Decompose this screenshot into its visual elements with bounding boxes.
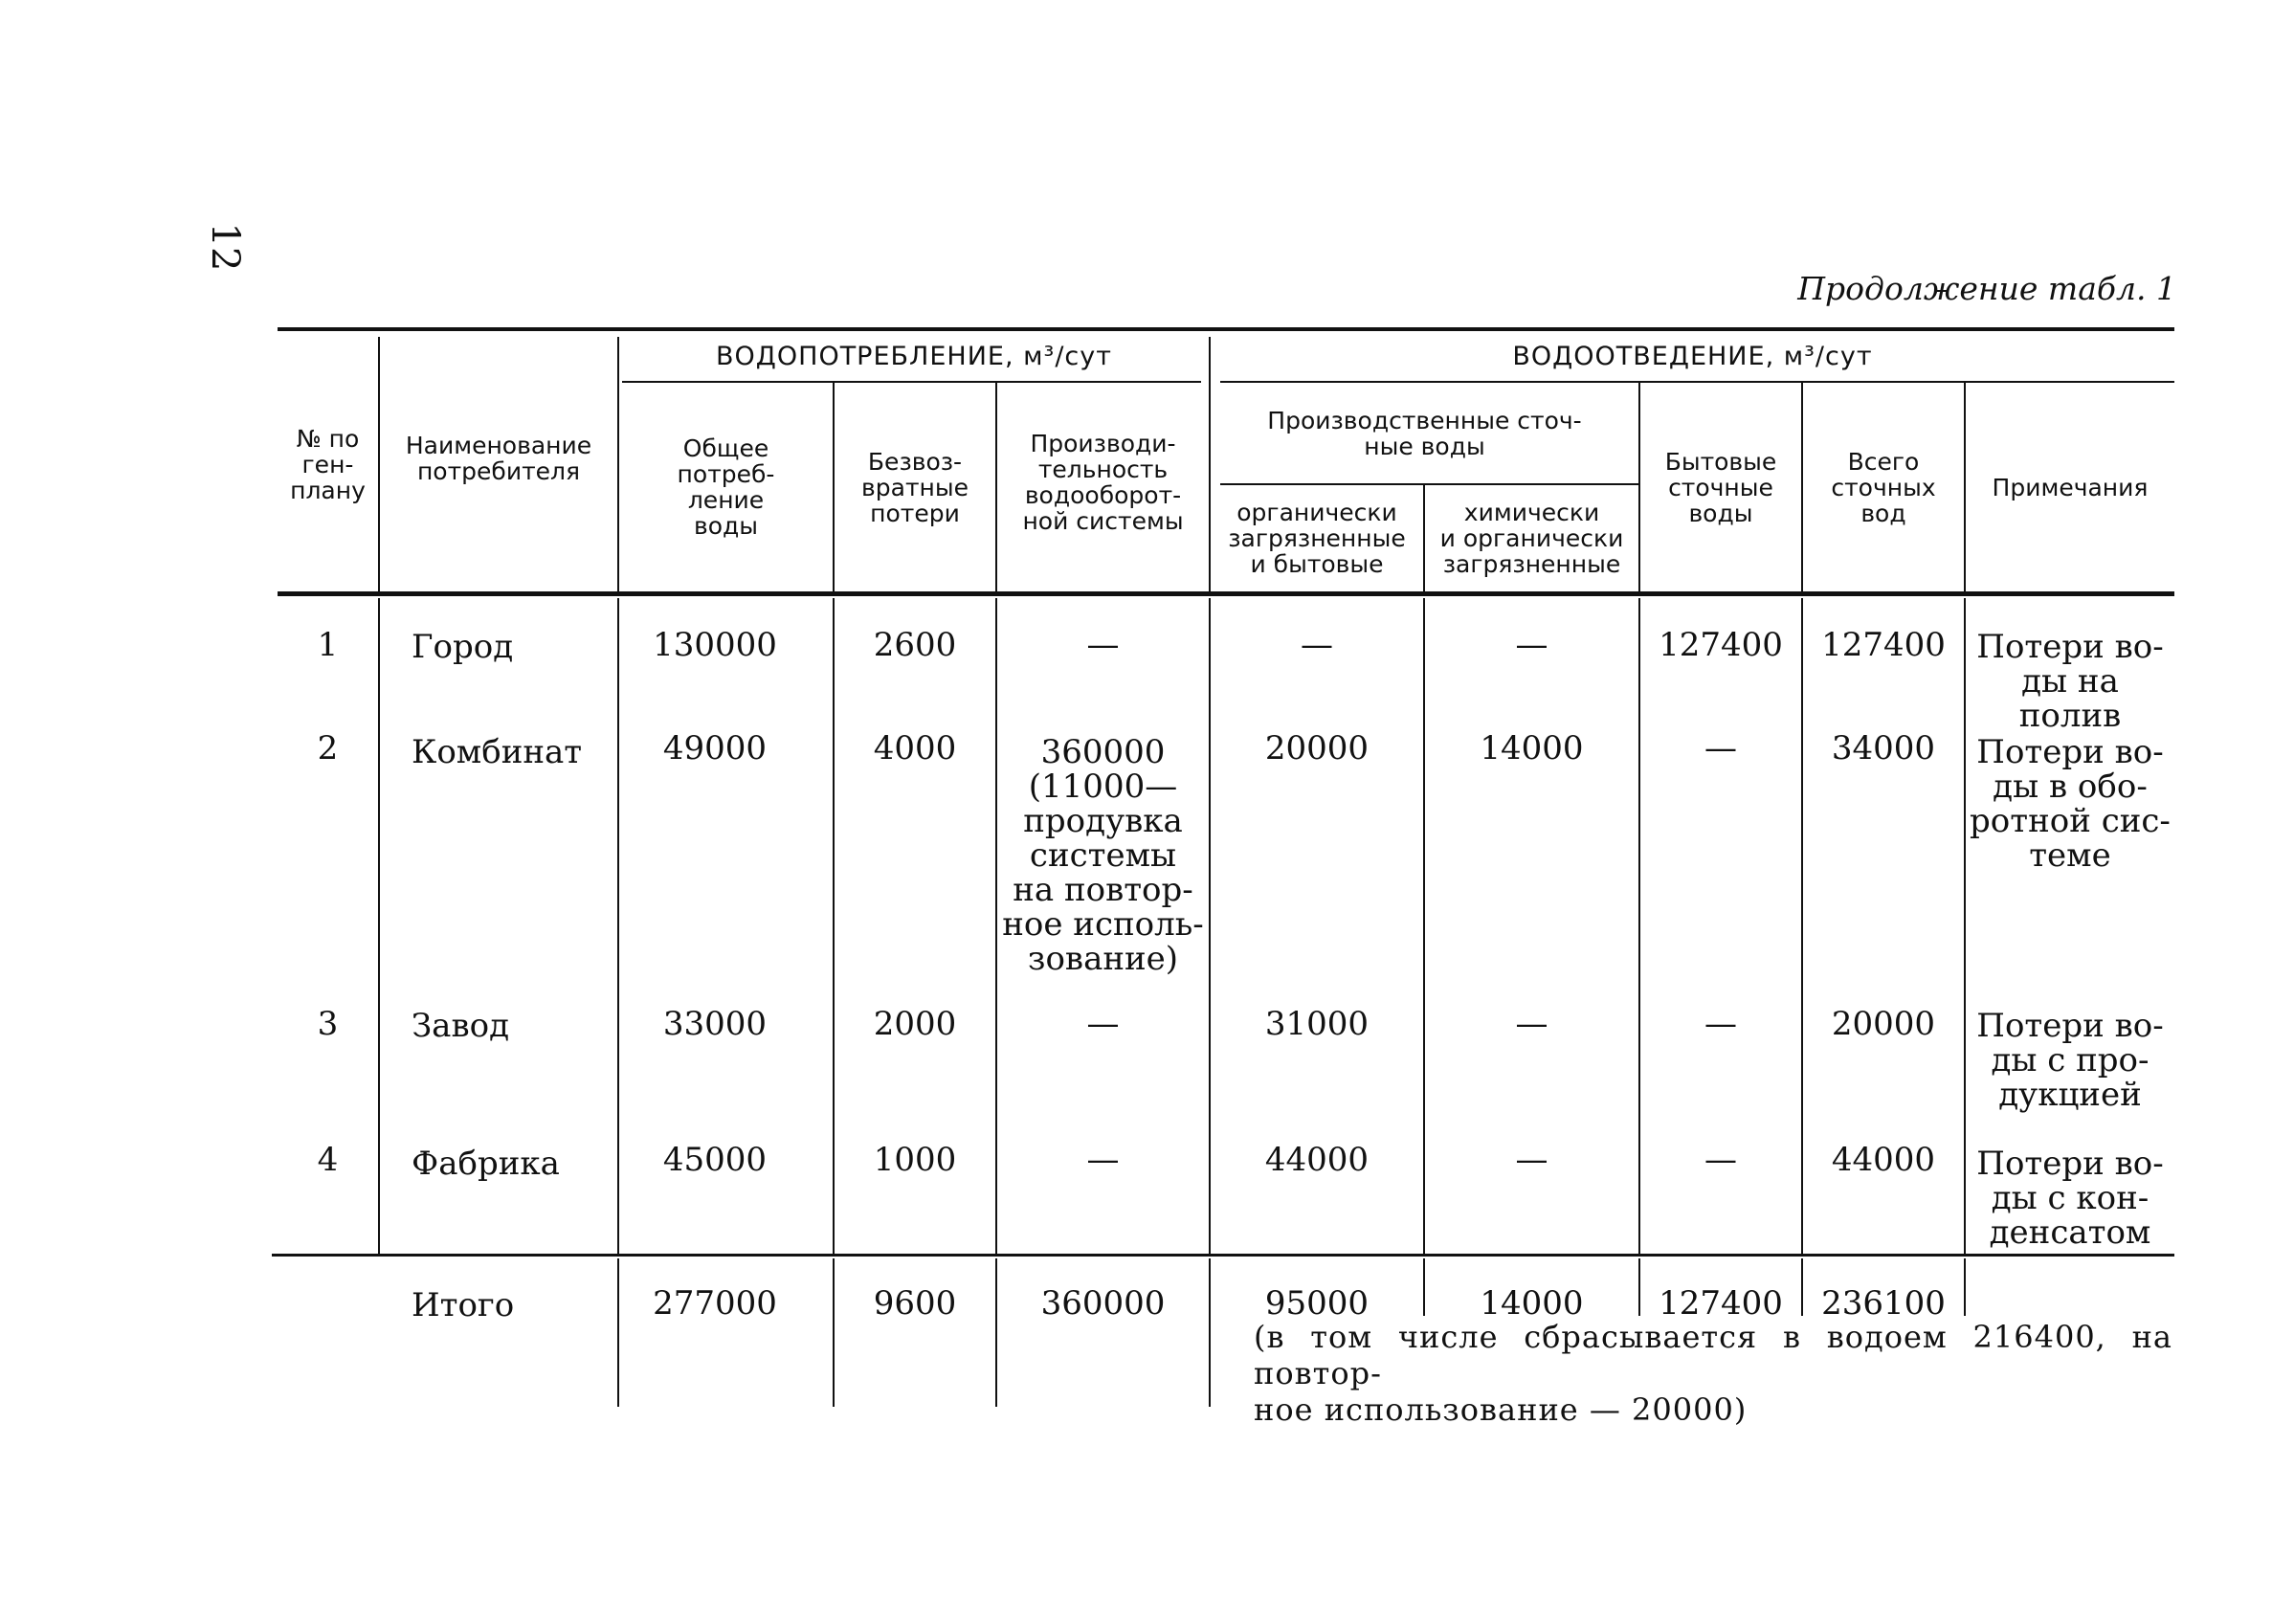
col-divider-5-total — [1209, 1258, 1211, 1407]
row-chemical: — — [1515, 1141, 1548, 1179]
total-organic: 95000 — [1264, 1284, 1370, 1323]
col-divider-9-total — [1964, 1258, 1966, 1316]
header-col-notes: Примечания — [1992, 473, 2149, 501]
header-col-total-wastewater: Всего сточных вод — [1831, 447, 1936, 527]
row-chemical: — — [1515, 1005, 1548, 1043]
row-note: Потери во- ды на полив — [1976, 628, 2164, 735]
header-col-organic: органически загрязненные и бытовые — [1228, 499, 1406, 578]
row-total-wastewater: 44000 — [1831, 1141, 1936, 1179]
total-domestic: 127400 — [1659, 1284, 1783, 1323]
row-domestic: 127400 — [1659, 626, 1783, 664]
row-recycling: — — [1086, 1141, 1120, 1179]
row-organic: — — [1301, 626, 1333, 664]
row-name: Город — [412, 628, 514, 666]
row-name: Завод — [412, 1007, 509, 1045]
header-subgroup-industrial: Производственные сточ- ные воды — [1267, 406, 1582, 460]
row-total-wastewater: 34000 — [1831, 729, 1936, 768]
row-name: Комбинат — [412, 733, 583, 771]
col-divider-2-total — [617, 1258, 619, 1407]
row-irrecoverable: 2600 — [873, 626, 957, 664]
header-col-total-consumption: Общее потреб- ление воды — [677, 434, 775, 540]
total-wastewater: 236100 — [1821, 1284, 1946, 1323]
row-organic: 31000 — [1264, 1005, 1370, 1043]
row-domestic: — — [1704, 1005, 1737, 1043]
col-divider-1-body — [378, 598, 380, 1254]
header-col-chemical: химически и органически загрязненные — [1439, 499, 1624, 578]
header-col-irrecoverable: Безвоз- вратные потери — [861, 447, 969, 527]
header-bottom-rule — [278, 591, 2174, 596]
row-no: 3 — [317, 1005, 339, 1043]
col-divider-3-total — [833, 1258, 835, 1407]
total-consumption: 277000 — [653, 1284, 777, 1323]
row-total-consumption: 33000 — [662, 1005, 768, 1043]
row-recycling: — — [1086, 1005, 1120, 1043]
body-bottom-rule — [272, 1254, 2174, 1257]
header-col-no: № по ген- плану — [290, 424, 366, 504]
row-organic: 20000 — [1264, 729, 1370, 768]
header-group-consumption: ВОДОПОТРЕБЛЕНИЕ, м³/сут — [716, 341, 1112, 371]
row-chemical: — — [1515, 626, 1548, 664]
header-group-discharge: ВОДООТВЕДЕНИЕ, м³/сут — [1512, 341, 1873, 371]
row-irrecoverable: 1000 — [873, 1141, 957, 1179]
row-irrecoverable: 4000 — [873, 729, 957, 768]
row-no: 4 — [317, 1141, 339, 1179]
row-domestic: — — [1704, 729, 1737, 768]
table-caption: Продолжение табл. 1 — [1797, 270, 2176, 307]
row-chemical: 14000 — [1480, 729, 1584, 768]
total-irrecoverable: 9600 — [873, 1284, 957, 1323]
page-number: 12 — [203, 222, 247, 272]
row-recycling: — — [1086, 626, 1120, 664]
row-irrecoverable: 2000 — [873, 1005, 957, 1043]
row-total-consumption: 130000 — [653, 626, 777, 664]
row-total-wastewater: 127400 — [1821, 626, 1946, 664]
header-col-domestic: Бытовые сточные воды — [1664, 447, 1777, 527]
row-name: Фабрика — [412, 1145, 560, 1183]
row-no: 2 — [317, 729, 339, 768]
col-divider-4-total — [995, 1258, 997, 1407]
row-no: 1 — [317, 626, 339, 664]
header-col-name: Наименование потребителя — [405, 432, 592, 485]
total-recycling: 360000 — [1040, 1284, 1166, 1323]
total-label: Итого — [412, 1286, 515, 1324]
row-total-consumption: 49000 — [662, 729, 768, 768]
row-note: Потери во- ды с кон- денсатом — [1976, 1145, 2164, 1252]
row-domestic: — — [1704, 1141, 1737, 1179]
row-organic: 44000 — [1264, 1141, 1370, 1179]
row-note: Потери во- ды в обо- ротной сис- теме — [1970, 733, 2171, 875]
row-total-wastewater: 20000 — [1831, 1005, 1936, 1043]
row-note: Потери во- ды с про- дукцией — [1976, 1007, 2164, 1114]
row-total-consumption: 45000 — [662, 1141, 768, 1179]
total-footnote: (в том числе сбрасывается в водоем 216400, на повтор- ное использование — 20000) — [1254, 1319, 2172, 1428]
row-recycling: 360000 (11000— продувка системы на повтор- ное исполь- зование) — [1002, 733, 1204, 978]
header-col-recycling: Производи- тельность водооборот- ной системы — [1022, 430, 1184, 535]
total-chemical: 14000 — [1480, 1284, 1584, 1323]
